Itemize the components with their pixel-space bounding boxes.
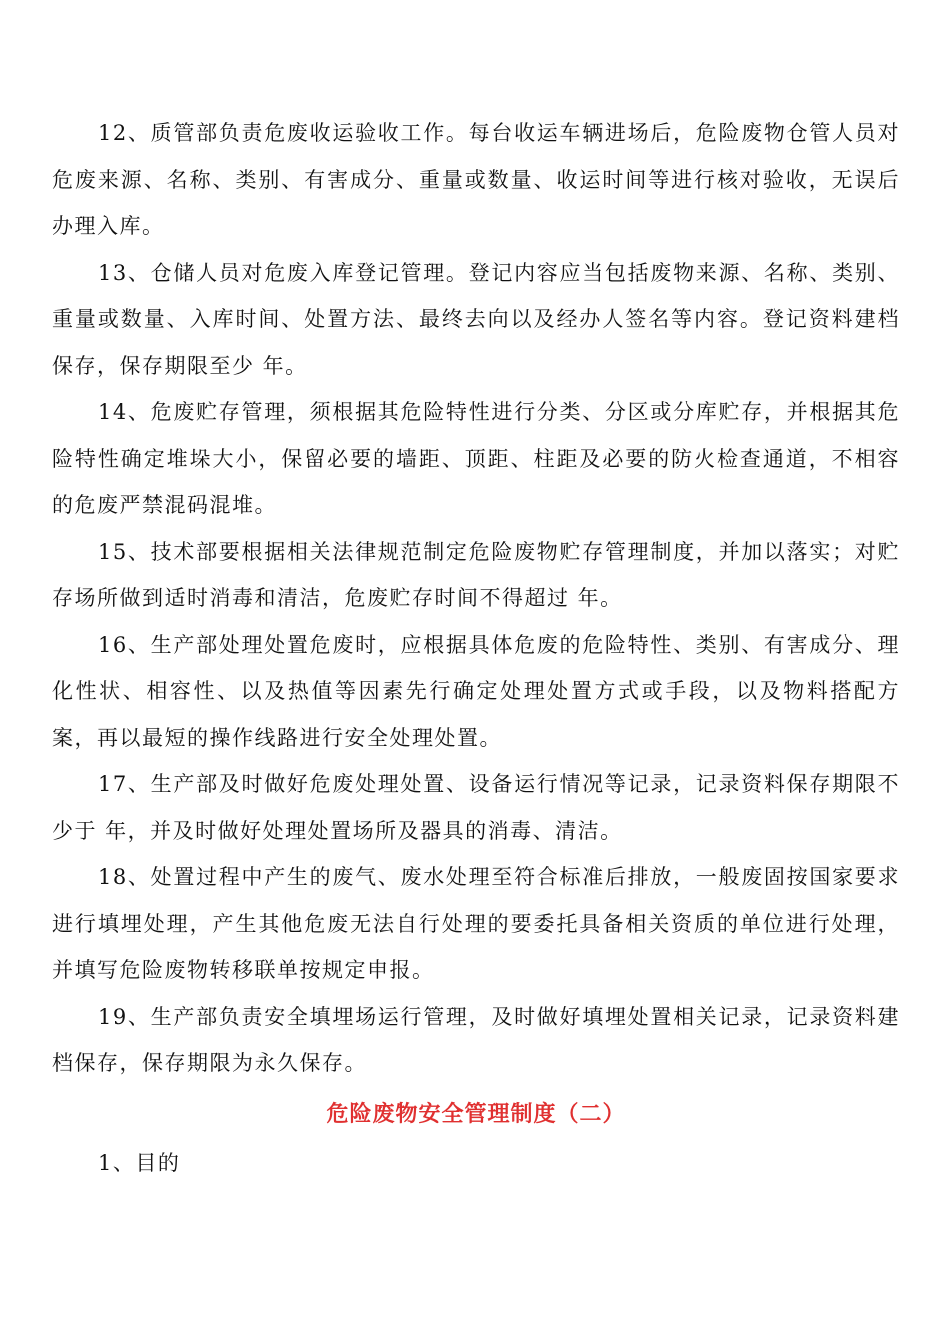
document-body [52, 110, 900, 1187]
section-title: 危险废物安全管理制度（二） [326, 1100, 626, 1127]
paragraph-15: 15、技术部要根据相关法律规范制定危险废物贮存管理制度，并加以落实；对贮存场所做到适时消毒和清洁，危废贮存时间不得超过 年。 [52, 539, 900, 610]
section-heading-purpose: 1、目的 [98, 1150, 181, 1175]
paragraph-13: 13、仓储人员对危废入库登记管理。登记内容应当包括废物来源、名称、类别、重量或数量、入库时间、处置方法、最终去向以及经办人签名等内容。登记资料建档保存，保存期限至少 年。 [52, 260, 900, 378]
paragraph-14: 14、危废贮存管理，须根据其危险特性进行分类、分区或分库贮存，并根据其危险特性确定堆垛大小，保留必要的墙距、顶距、柱距及必要的防火检查通道，不相容的危废严禁混码混堆。 [52, 400, 900, 517]
paragraph-18: 18、处置过程中产生的废气、废水处理至符合标准后排放，一般废固按国家要求进行填埋处理，产生其他危废无法自行处理的要委托具备相关资质的单位进行处理，并填写危险废物转移联单按规定申报。 [52, 865, 900, 982]
paragraph-17: 17、生产部及时做好危废处理处置、设备运行情况等记录，记录资料保存期限不少于 年，并及时做好处理处置场所及器具的消毒、清洁。 [52, 772, 900, 843]
paragraph-16: 16、生产部处理处置危废时，应根据具体危废的危险特性、类别、有害成分、理化性状、相容性、以及热值等因素先行确定处理处置方式或手段，以及物料搭配方案，再以最短的操作线路进行安全处理处置。 [52, 632, 900, 750]
paragraph-12: 12、质管部负责危废收运验收工作。每台收运车辆进场后，危险废物仓管人员对危废来源、名称、类别、有害成分、重量或数量、收运时间等进行核对验收，无误后办理入库。 [52, 121, 900, 238]
paragraph-19: 19、生产部负责安全填埋场运行管理，及时做好填埋处置相关记录，记录资料建档保存，保存期限为永久保存。 [52, 1004, 900, 1075]
